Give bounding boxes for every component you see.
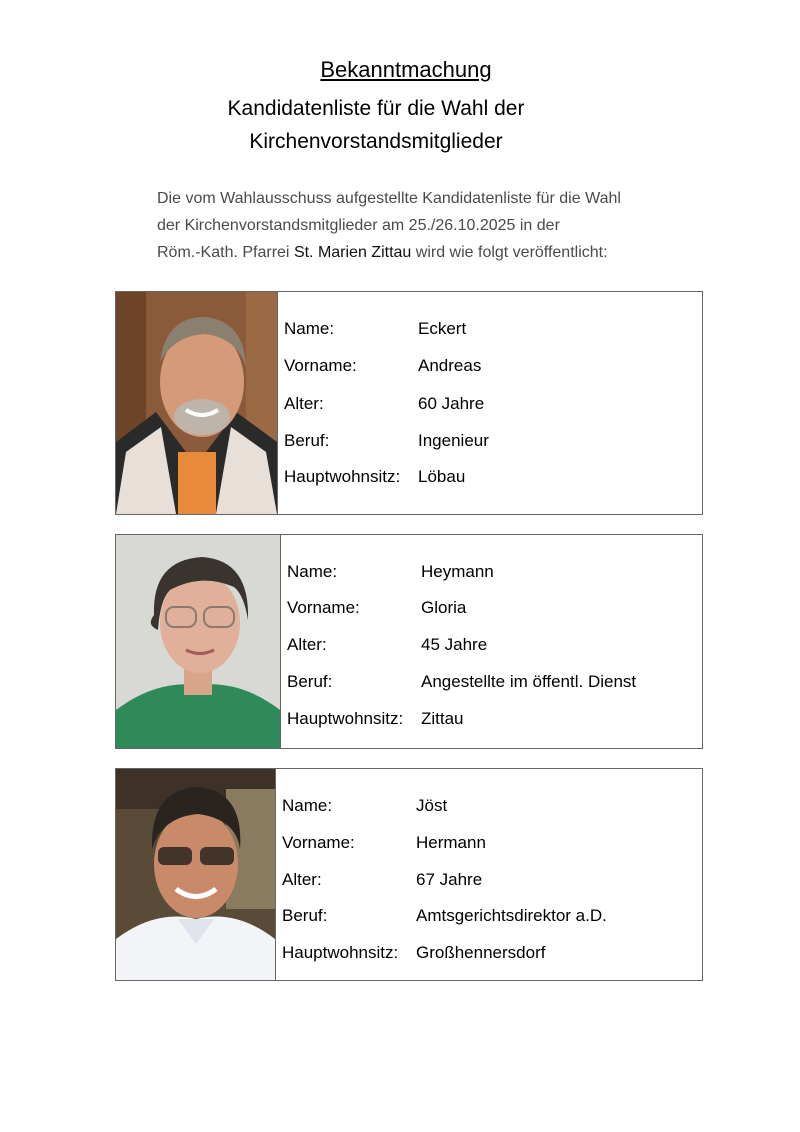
candidate-card-1 <box>115 291 703 515</box>
row-beruf <box>287 672 636 692</box>
value-vorname: Hermann <box>416 833 486 852</box>
row-name <box>282 796 447 816</box>
row-vorname <box>282 833 486 853</box>
subtitle-line-2: Kirchenvorstandsmitglieder <box>249 130 503 153</box>
row-wohnsitz <box>284 467 465 487</box>
value-beruf: Amtsgerichtsdirektor a.D. <box>416 906 607 925</box>
value-vorname: Gloria <box>421 598 467 617</box>
candidate-card-3 <box>115 768 703 981</box>
candidate-fields-2 <box>280 535 702 748</box>
intro-paragraph <box>157 185 717 266</box>
value-name: Jöst <box>416 796 448 815</box>
page-title: Bekanntmachung <box>320 57 492 82</box>
label-vorname: Vorname: <box>284 356 357 375</box>
row-alter <box>284 394 484 414</box>
page-subtitle <box>0 92 752 158</box>
value-alter: 67 Jahre <box>416 870 483 889</box>
row-name <box>284 319 466 339</box>
row-wohnsitz <box>282 943 545 963</box>
value-name: Heymann <box>421 562 494 581</box>
row-wohnsitz <box>287 709 464 729</box>
row-beruf <box>284 431 489 451</box>
candidate-photo-3 <box>116 769 275 980</box>
value-vorname: Andreas <box>418 356 482 375</box>
value-alter: 45 Jahre <box>421 635 488 654</box>
parish-name: St. Marien Zittau <box>293 244 412 261</box>
intro-line-1: Die vom Wahlausschuss aufgestellte Kandidatenliste für die Wahl <box>157 190 621 207</box>
label-name: Name: <box>287 562 338 581</box>
label-beruf: Beruf: <box>287 672 333 691</box>
candidate-photo-1 <box>116 292 277 514</box>
label-alter: Alter: <box>284 394 324 413</box>
label-wohnsitz: Hauptwohnsitz: <box>282 943 399 962</box>
row-vorname <box>287 598 466 618</box>
label-wohnsitz: Hauptwohnsitz: <box>287 709 404 728</box>
candidate-photo-2 <box>116 535 280 748</box>
label-alter: Alter: <box>282 870 322 889</box>
row-alter <box>287 635 487 655</box>
row-alter <box>282 870 482 890</box>
row-name <box>287 562 494 582</box>
label-vorname: Vorname: <box>287 598 360 617</box>
intro-line-3 <box>157 239 717 266</box>
value-beruf: Angestellte im öffentl. Dienst <box>421 672 637 691</box>
value-name: Eckert <box>418 319 467 338</box>
label-alter: Alter: <box>287 635 327 654</box>
value-alter: 60 Jahre <box>418 394 485 413</box>
intro-line-2: der Kirchenvorstandsmitglieder am 25./26.10.2025 in der <box>157 217 560 234</box>
row-vorname <box>284 356 481 376</box>
label-wohnsitz: Hauptwohnsitz: <box>284 467 401 486</box>
value-wohnsitz: Zittau <box>421 709 464 728</box>
subtitle-line-1: Kandidatenliste für die Wahl der <box>227 97 525 120</box>
intro-line-3-pre: Röm.-Kath. Pfarrei <box>157 244 294 261</box>
value-wohnsitz: Großhennersdorf <box>416 943 546 962</box>
label-vorname: Vorname: <box>282 833 355 852</box>
label-beruf: Beruf: <box>284 431 330 450</box>
label-beruf: Beruf: <box>282 906 328 925</box>
candidate-card-2 <box>115 534 703 749</box>
intro-line-3-post: wird wie folgt veröffentlicht: <box>411 244 608 261</box>
candidate-fields-3 <box>275 769 702 980</box>
row-beruf <box>282 906 607 926</box>
label-name: Name: <box>284 319 335 338</box>
candidate-fields-1 <box>277 292 702 514</box>
value-beruf: Ingenieur <box>418 431 489 450</box>
value-wohnsitz: Löbau <box>418 467 466 486</box>
label-name: Name: <box>282 796 333 815</box>
